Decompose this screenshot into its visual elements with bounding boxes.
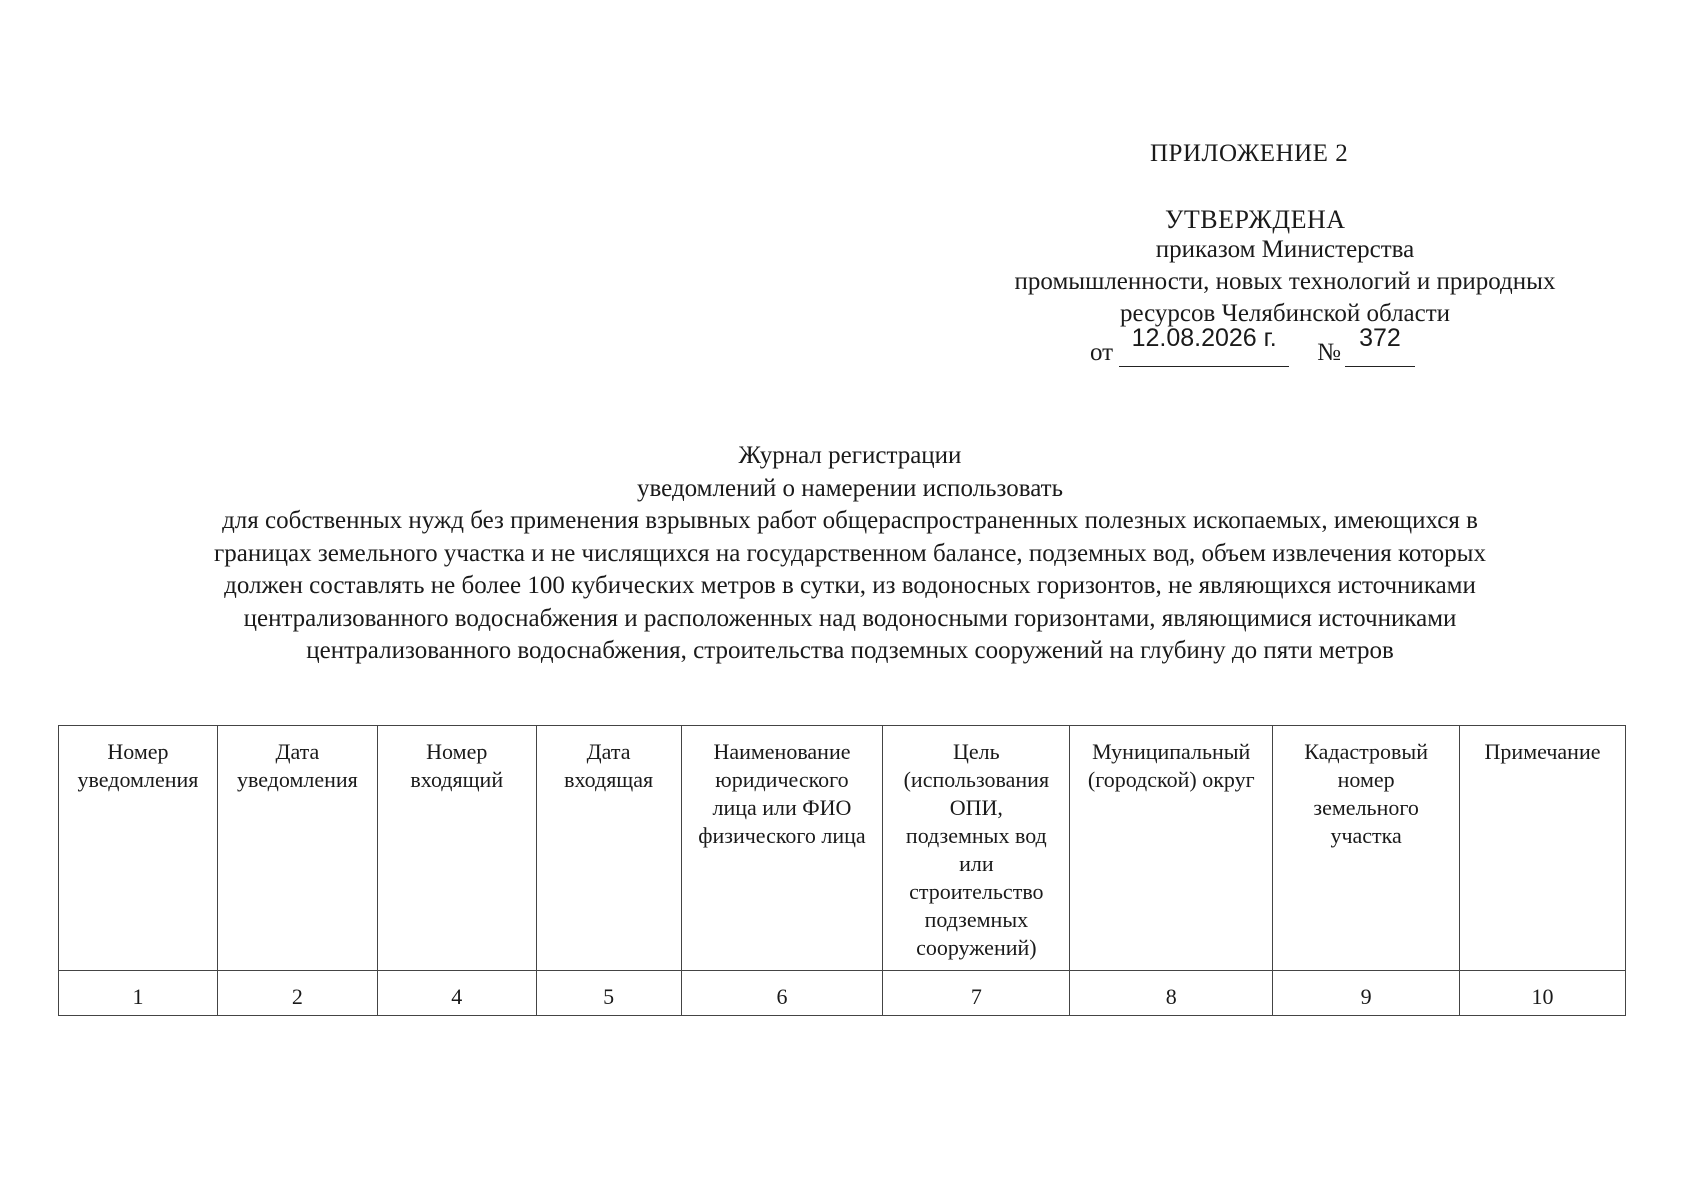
column-header-notice-number: Номер уведомления xyxy=(59,726,218,971)
order-reference xyxy=(940,234,1630,330)
journal-title-line: для собственных нужд без применения взрывных работ общераспространенных полезных ископаемых, имеющихся в xyxy=(222,507,1478,534)
column-number: 5 xyxy=(536,971,681,1016)
approved-label: УТВЕРЖДЕНА xyxy=(1165,205,1346,234)
date-prefix: от xyxy=(1090,339,1114,366)
journal-title-line: должен составлять не более 100 кубических метров в сутки, из водоносных горизонтов, не являющихся источниками xyxy=(224,572,1476,599)
column-number: 10 xyxy=(1460,971,1626,1016)
column-header-incoming-date: Дата входящая xyxy=(536,726,681,971)
order-number-field xyxy=(1345,324,1415,367)
journal-title-line: уведомлений о намерении использовать xyxy=(637,474,1063,502)
journal-title-line: централизованного водоснабжения, строительства подземных сооружений на глубину до пяти метров xyxy=(306,637,1394,664)
column-header-cadastral-number: Кадастровый номер земельного участка xyxy=(1273,726,1460,971)
order-date-field xyxy=(1119,324,1289,367)
column-header-municipal-district: Муниципальный (городской) округ xyxy=(1070,726,1273,971)
column-number: 1 xyxy=(59,971,218,1016)
order-date-value: 12.08.2026 г. xyxy=(1131,324,1277,352)
column-header-incoming-number: Номер входящий xyxy=(377,726,536,971)
column-header-applicant-name: Наименование юридического лица или ФИО физического лица xyxy=(681,726,883,971)
column-number: 6 xyxy=(681,971,883,1016)
order-number-value: 372 xyxy=(1359,324,1401,352)
journal-title-line: границах земельного участка и не числящихся на государственном балансе, подземных вод, объем извлечения которых xyxy=(214,539,1486,567)
column-number: 7 xyxy=(883,971,1070,1016)
table-row xyxy=(59,971,1626,1016)
column-number: 4 xyxy=(377,971,536,1016)
column-number: 2 xyxy=(217,971,377,1016)
order-line: приказом Министерства xyxy=(1155,236,1415,263)
column-number: 9 xyxy=(1273,971,1460,1016)
register-table xyxy=(58,725,1626,1016)
order-date-line xyxy=(1090,324,1415,367)
column-number: 8 xyxy=(1070,971,1273,1016)
column-header-purpose: Цель (использования ОПИ, подземных вод или строительство подземных сооружений) xyxy=(883,726,1070,971)
journal-title-line: централизованного водоснабжения и расположенных над водоносными горизонтами, являющимися источниками xyxy=(243,604,1457,632)
column-header-notice-date: Дата уведомления xyxy=(217,726,377,971)
journal-title xyxy=(80,440,1620,668)
number-label: № xyxy=(1317,339,1341,366)
order-line: ресурсов Челябинской области xyxy=(1119,300,1451,327)
order-line: промышленности, новых технологий и природных xyxy=(1014,268,1556,295)
journal-title-line: Журнал регистрации xyxy=(738,442,962,469)
column-header-note: Примечание xyxy=(1460,726,1626,971)
table-header-row xyxy=(59,726,1626,971)
appendix-label: ПРИЛОЖЕНИЕ 2 xyxy=(1150,140,1349,167)
